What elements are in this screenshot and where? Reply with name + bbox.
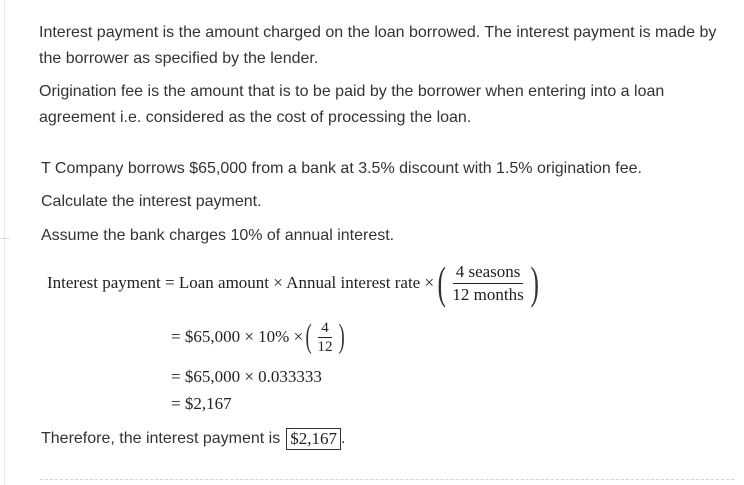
calculation-step-3: = $2,167 bbox=[171, 394, 232, 413]
problem-statement-line-1: T Company borrows $65,000 from a bank at 3.5% discount with 1.5% origination fee. bbox=[41, 160, 642, 177]
problem-statement-line-3: Assume the bank charges 10% of annual interest. bbox=[41, 227, 395, 244]
fraction-denominator: 12 bbox=[317, 338, 333, 355]
left-paren: ( bbox=[437, 257, 446, 308]
left-paren-small: ( bbox=[305, 318, 312, 355]
right-paren-small: ) bbox=[338, 318, 345, 355]
interest-payment-definition: Interest payment is the amount charged on the loan borrowed. The interest payment is made by the borrower as specified by the lender. bbox=[39, 24, 717, 67]
seasons-numerator: 4 seasons bbox=[453, 262, 524, 284]
left-border bbox=[4, 0, 5, 485]
conclusion-period: . bbox=[340, 430, 346, 447]
step1-prefix: = $65,000 × 10% × bbox=[171, 327, 304, 346]
conclusion-text: Therefore, the interest payment is bbox=[41, 430, 281, 447]
right-paren: ) bbox=[530, 257, 539, 308]
formula-lhs: Interest payment = Loan amount × Annual interest rate × bbox=[47, 273, 435, 292]
interest-formula bbox=[47, 258, 542, 308]
conclusion bbox=[41, 428, 345, 450]
seasons-fraction bbox=[449, 262, 526, 305]
origination-fee-definition: Origination fee is the amount that is to be paid by the borrower when entering into a loan agreement i.e. considered as the cost of processing the loan. bbox=[39, 83, 665, 126]
boxed-answer: $2,167 bbox=[286, 428, 341, 450]
bottom-divider bbox=[40, 479, 734, 480]
left-border-tick bbox=[0, 238, 10, 239]
seasons-denominator: 12 months bbox=[452, 284, 524, 304]
calculation-step-1 bbox=[171, 314, 347, 360]
fraction-numerator: 4 bbox=[318, 320, 332, 338]
four-twelfths-fraction bbox=[315, 320, 336, 355]
calculation-step-2: = $65,000 × 0.033333 bbox=[171, 367, 322, 386]
problem-statement-line-2: Calculate the interest payment. bbox=[41, 193, 262, 210]
